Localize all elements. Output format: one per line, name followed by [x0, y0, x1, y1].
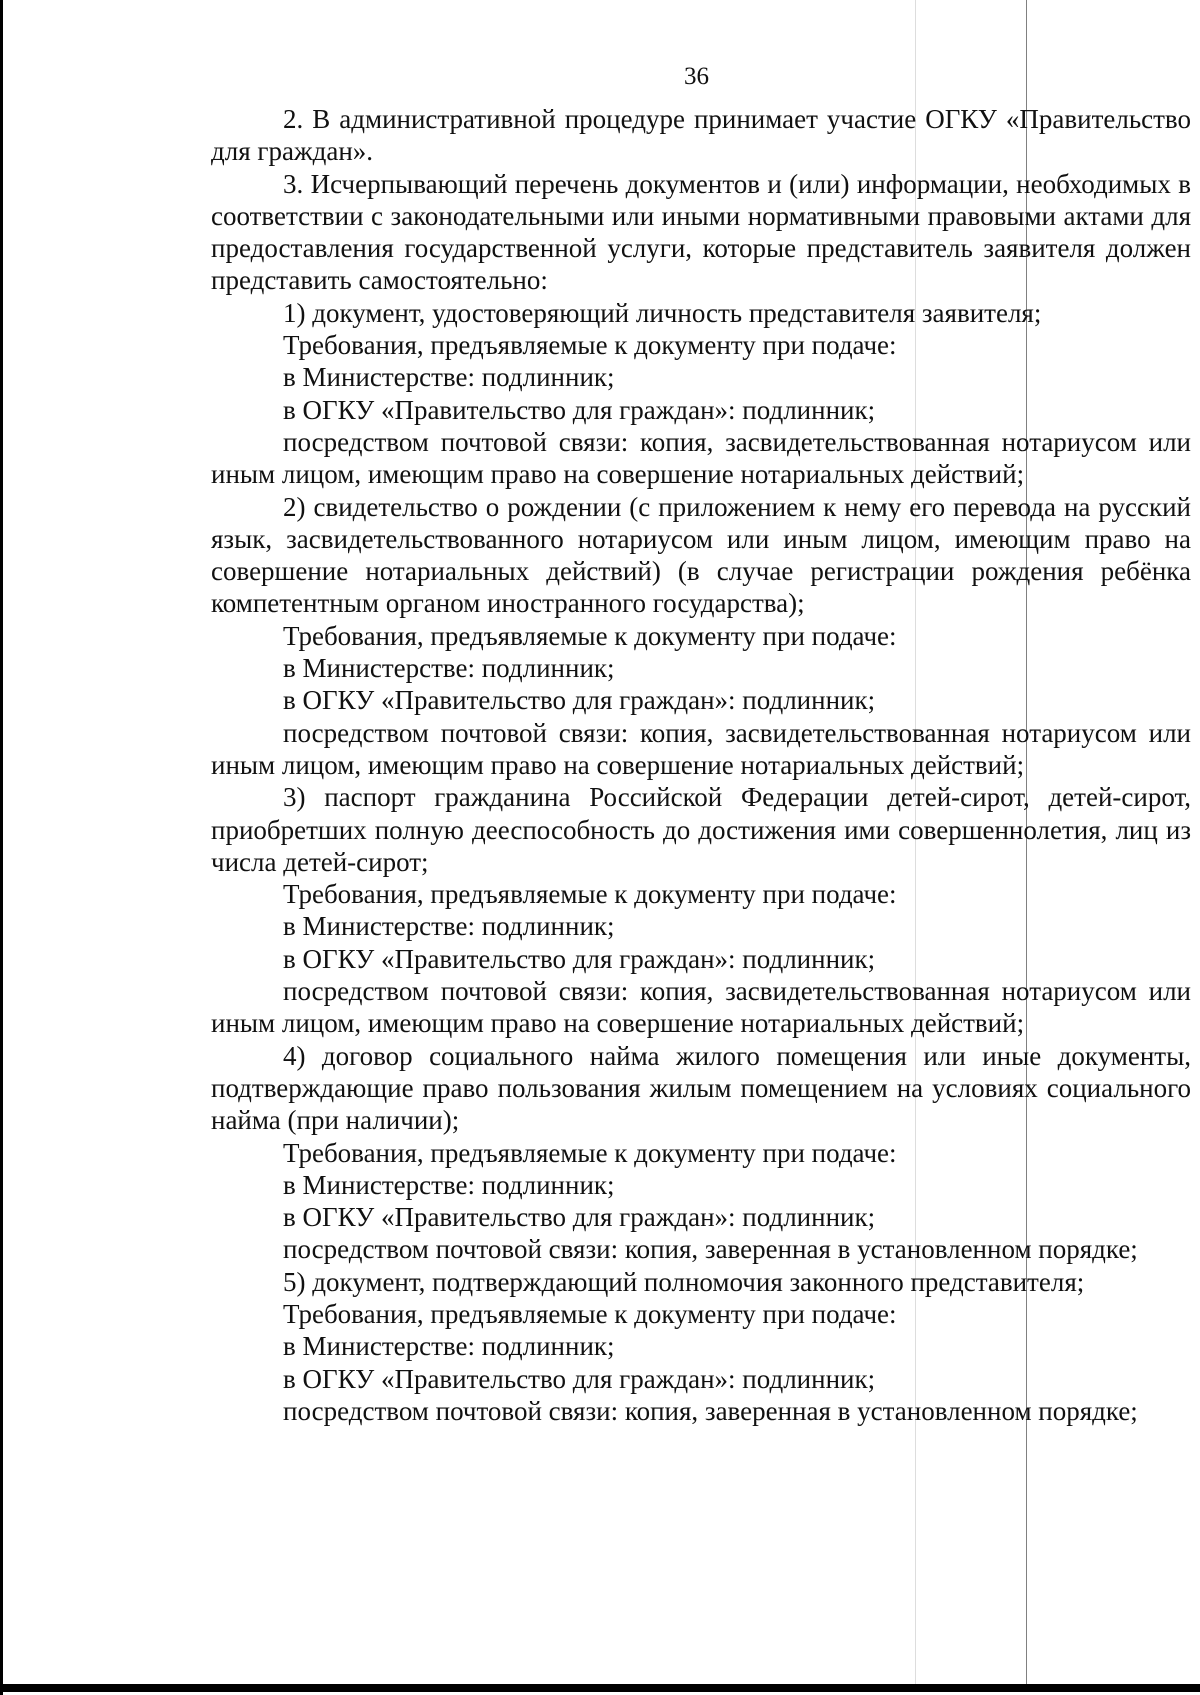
paragraph: посредством почтовой связи: копия, засвидетельствованная нотариусом или иным лицом, имеющим право на совершение нотариальных действий;: [211, 976, 1191, 1039]
paragraph: в Министерстве: подлинник;: [283, 1169, 615, 1200]
scan-bottom-border: [0, 1684, 1200, 1692]
paragraph: посредством почтовой связи: копия, заверенная в установленном порядке;: [283, 1234, 1138, 1265]
paragraph: 2) свидетельство о рождении (с приложением к нему его перевода на русский язык, засвидетельствованного нотариусом или иным лицом, имеющим право на совершение нотариальных действий) (в случае регистрации рождения ребёнка компетентным органом иностранного государства);: [211, 491, 1191, 619]
paragraph: в Министерстве: подлинник;: [283, 1331, 615, 1362]
paragraph: Требования, предъявляемые к документу при подаче:: [283, 620, 897, 651]
paragraph: Требования, предъявляемые к документу при подаче:: [283, 879, 897, 910]
paragraph: в Министерстве: подлинник;: [283, 911, 615, 942]
paragraph: Требования, предъявляемые к документу при подаче:: [283, 1137, 897, 1168]
paragraph: в ОГКУ «Правительство для граждан»: подлинник;: [283, 1202, 876, 1233]
paragraph: 4) договор социального найма жилого помещения или иные документы, подтверждающие право пользования жилым помещением на условиях социального найма (при наличии);: [211, 1040, 1191, 1136]
paragraph: в ОГКУ «Правительство для граждан»: подлинник;: [283, 943, 876, 974]
paragraph: в ОГКУ «Правительство для граждан»: подлинник;: [283, 394, 876, 425]
document-body: [211, 103, 1191, 1427]
paragraph: посредством почтовой связи: копия, засвидетельствованная нотариусом или иным лицом, имеющим право на совершение нотариальных действий;: [211, 717, 1191, 780]
paragraph: Требования, предъявляемые к документу при подаче:: [283, 1298, 897, 1329]
paragraph: посредством почтовой связи: копия, заверенная в установленном порядке;: [283, 1395, 1138, 1426]
paragraph: в ОГКУ «Правительство для граждан»: подлинник;: [283, 685, 876, 716]
page-number: 36: [684, 63, 709, 90]
paragraph: в ОГКУ «Правительство для граждан»: подлинник;: [283, 1363, 876, 1394]
paragraph: посредством почтовой связи: копия, засвидетельствованная нотариусом или иным лицом, имеющим право на совершение нотариальных действий;: [211, 426, 1191, 490]
paragraph: в Министерстве: подлинник;: [283, 653, 615, 684]
paragraph: 5) документ, подтверждающий полномочия законного представителя;: [283, 1266, 1085, 1297]
paragraph: в Министерстве: подлинник;: [283, 362, 615, 393]
paragraph: 3. Исчерпывающий перечень документов и (или) информации, необходимых в соответствии с законодательными или иными нормативными правовыми актами для предоставления государственной услуги, которые представитель заявителя должен представить самостоятельно:: [211, 168, 1191, 296]
paragraph: 1) документ, удостоверяющий личность представителя заявителя;: [283, 297, 1042, 328]
scan-left-border: [0, 0, 3, 1695]
paragraph: 3) паспорт гражданина Российской Федерации детей-сирот, детей-сирот, приобретших полную дееспособность до достижения ими совершеннолетия, лиц из числа детей-сирот;: [211, 782, 1191, 877]
paragraph: Требования, предъявляемые к документу при подаче:: [283, 330, 897, 361]
paragraph: 2. В административной процедуре принимает участие ОГКУ «Правительство для граждан».: [211, 104, 1191, 167]
